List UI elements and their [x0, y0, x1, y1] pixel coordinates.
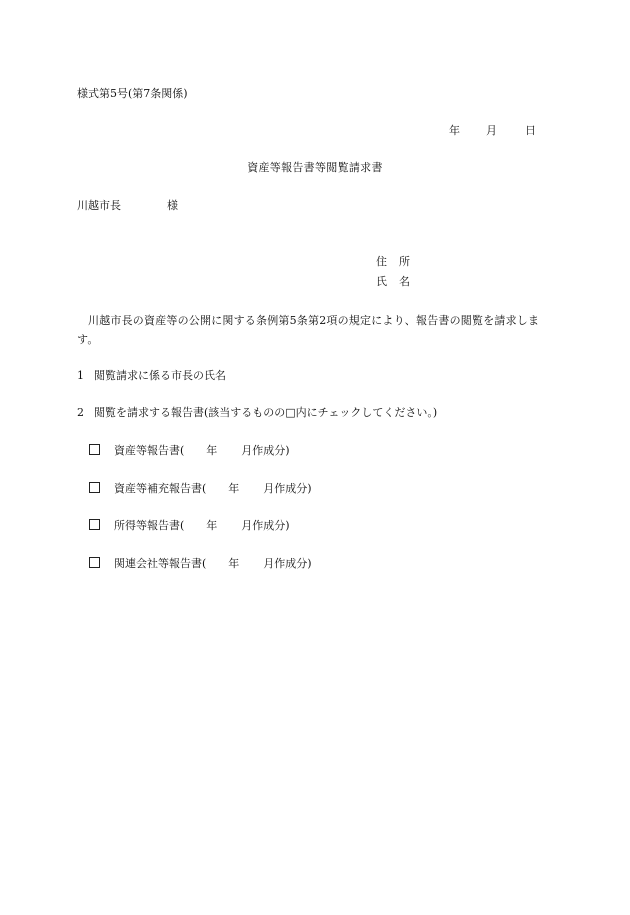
- address-label-char-2: 所: [399, 255, 410, 268]
- report-year-label: 年: [206, 444, 218, 457]
- report-checkbox[interactable]: [89, 557, 100, 568]
- report-suffix: 月作成分): [263, 482, 312, 495]
- report-suffix: 月作成分): [241, 444, 290, 457]
- report-name: 関連会社等報告書(: [114, 557, 207, 570]
- document-title: 資産等報告書等閲覧請求書: [247, 161, 383, 174]
- report-year-label: 年: [228, 557, 240, 570]
- addressee: [77, 198, 178, 213]
- item-text: 閲覧を請求する報告書(該当するものの□内にチェックしてください。): [94, 406, 438, 419]
- date-field: [449, 123, 536, 138]
- report-name: 資産等報告書(: [114, 444, 185, 457]
- applicant-address-field: [376, 254, 410, 269]
- report-checkbox[interactable]: [89, 444, 100, 455]
- report-checkbox[interactable]: [89, 519, 100, 530]
- applicant-name-field: [376, 274, 410, 289]
- report-suffix: 月作成分): [263, 557, 312, 570]
- item-text: 閲覧請求に係る市長の氏名: [94, 369, 226, 382]
- item-number: 1: [77, 369, 84, 382]
- report-option-related-companies: [89, 556, 312, 571]
- item-report-selection: [77, 405, 437, 420]
- report-name: 資産等補充報告書(: [114, 482, 207, 495]
- addressee-name: 川越市長: [77, 199, 121, 212]
- date-year-label: 年: [449, 124, 460, 137]
- report-option-income: [89, 518, 290, 533]
- request-body-text: 川越市長の資産等の公開に関する条例第5条第2項の規定により、報告書の閲覧を請求します。: [77, 314, 540, 346]
- report-year-label: 年: [228, 482, 240, 495]
- report-suffix: 月作成分): [241, 519, 290, 532]
- item-mayor-name: [77, 368, 226, 383]
- report-name: 所得等報告書(: [114, 519, 185, 532]
- report-year-label: 年: [206, 519, 218, 532]
- date-day-label: 日: [525, 124, 536, 137]
- address-label-char-1: 住: [376, 255, 387, 268]
- report-checkbox[interactable]: [89, 482, 100, 493]
- date-month-label: 月: [486, 124, 497, 137]
- addressee-honorific: 様: [167, 199, 178, 212]
- item-number: 2: [77, 406, 84, 419]
- name-label-char-1: 氏: [376, 275, 387, 288]
- report-option-assets: [89, 443, 290, 458]
- form-number: 様式第5号(第7条関係): [77, 87, 188, 100]
- report-option-supplementary-assets: [89, 481, 312, 496]
- name-label-char-2: 名: [399, 275, 410, 288]
